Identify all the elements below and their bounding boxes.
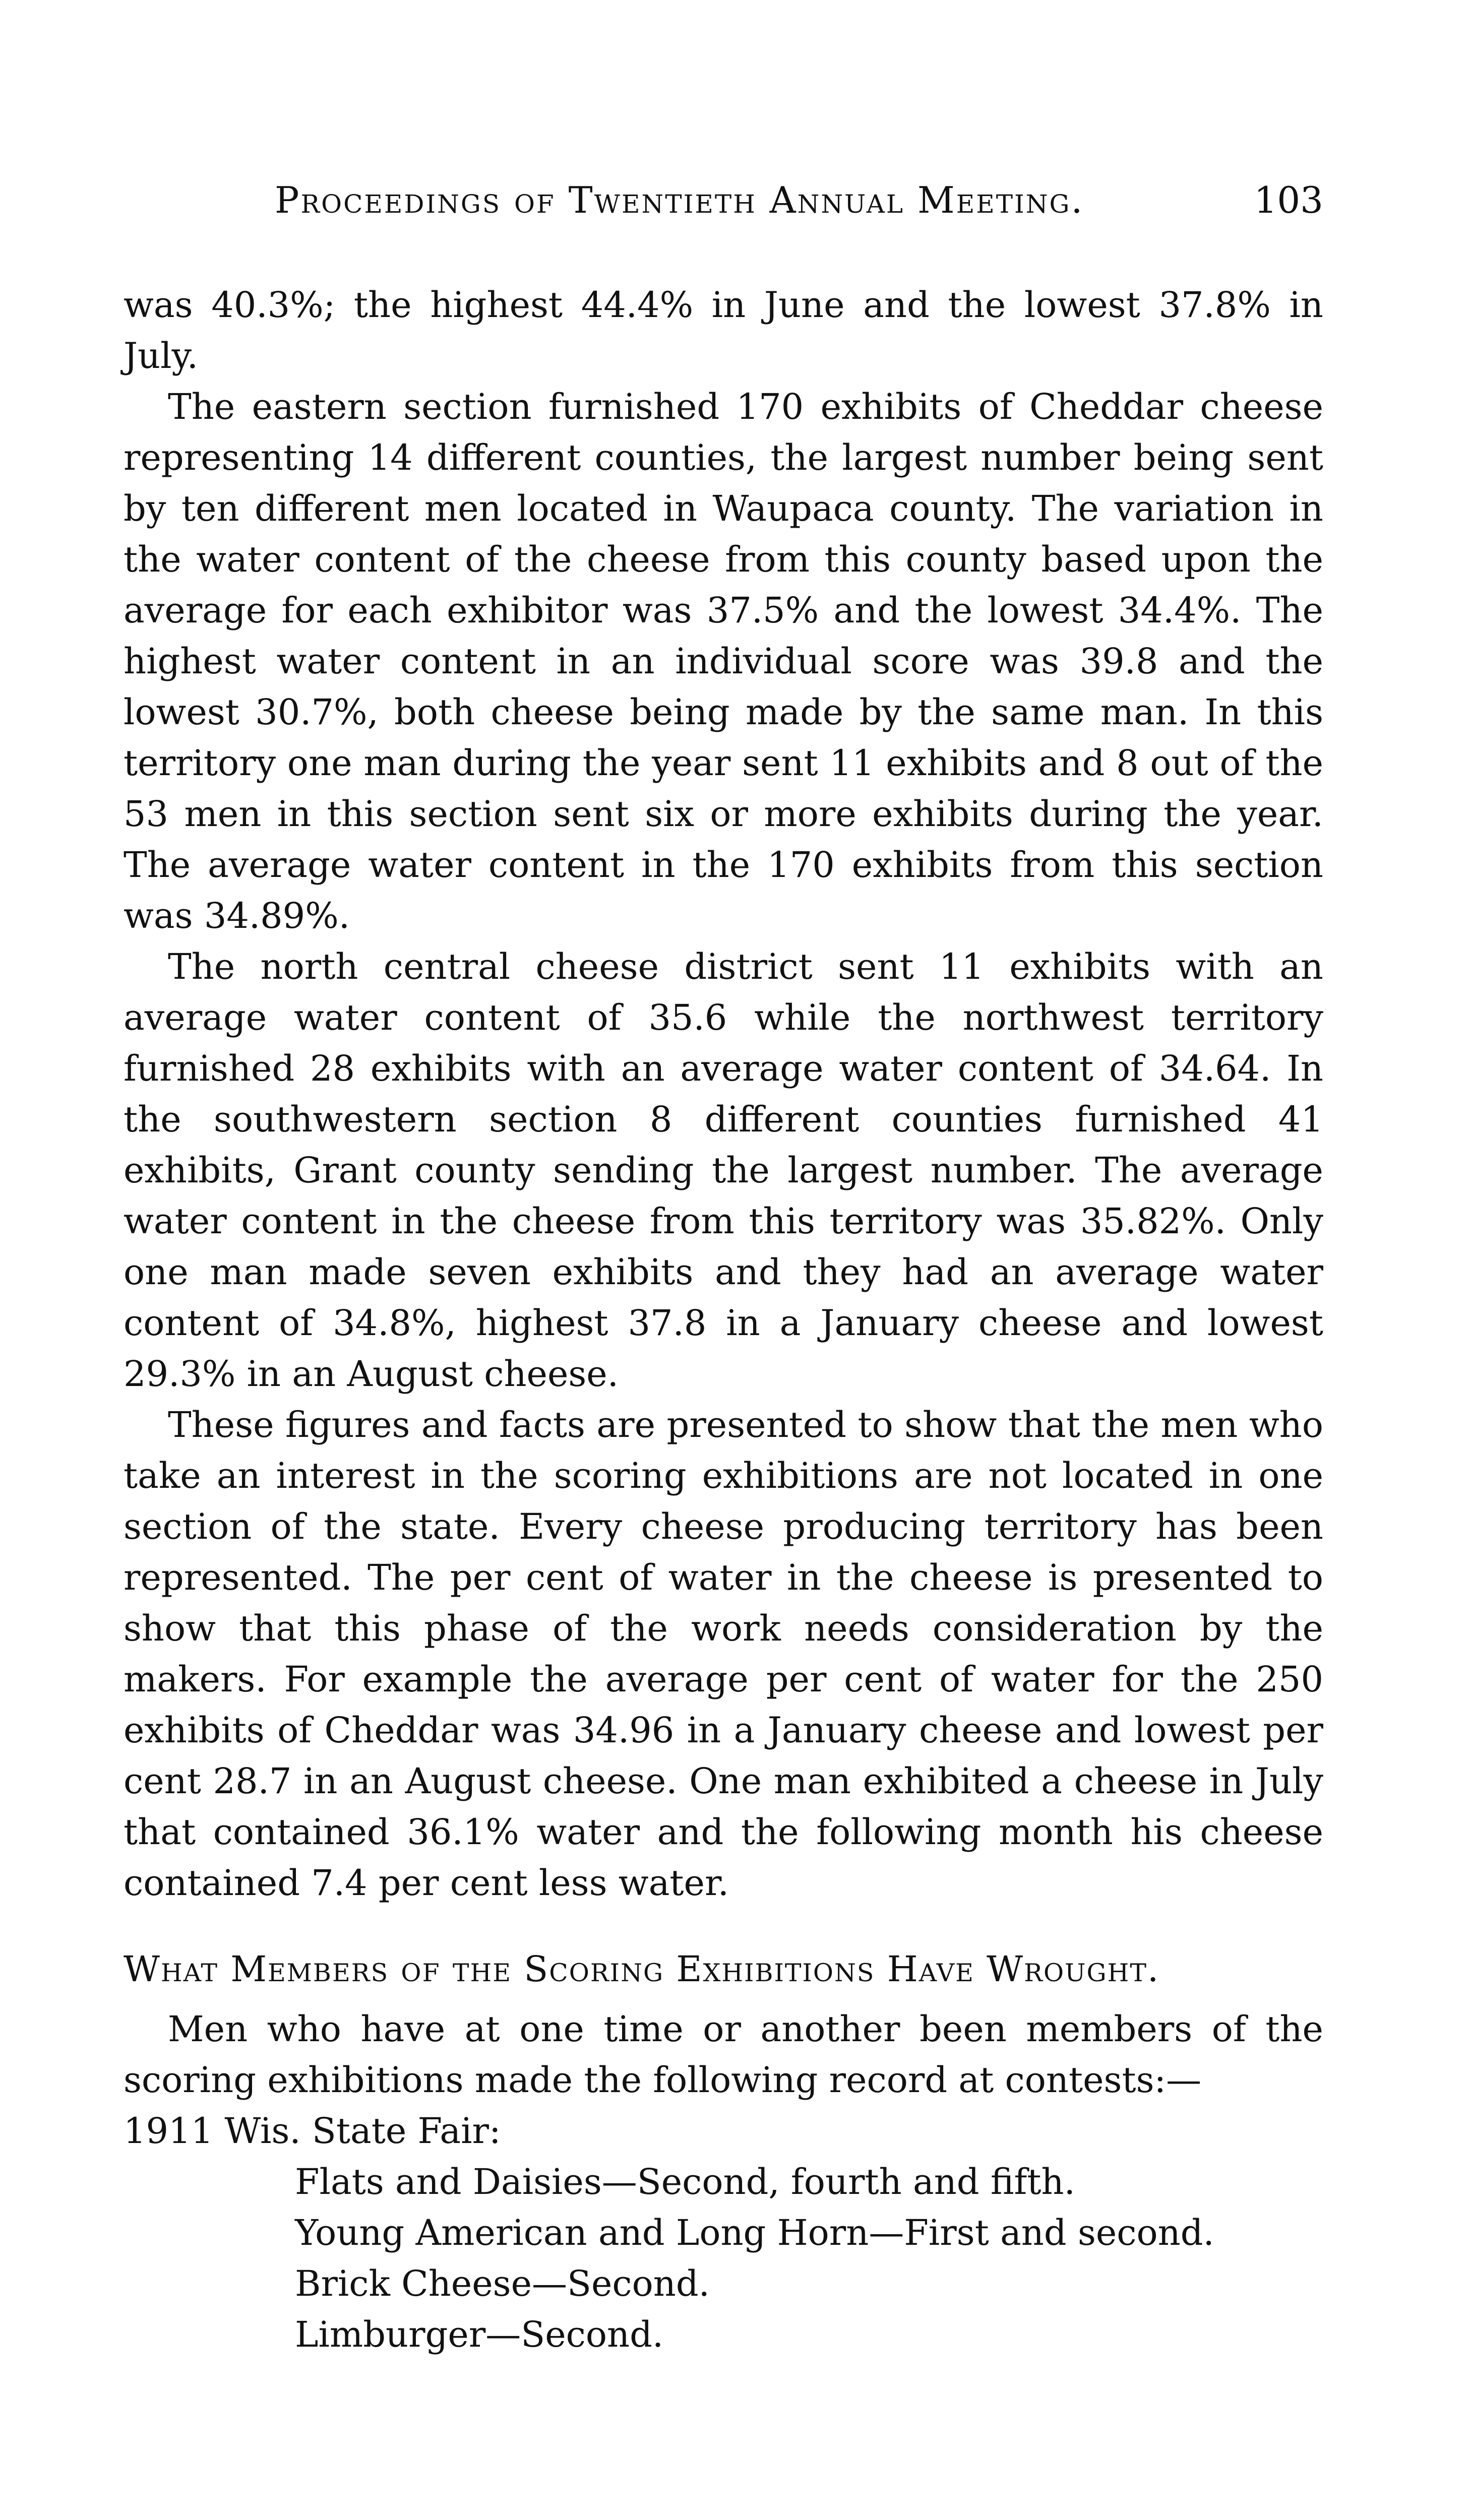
contest-name: 1911 Wis. State Fair: [124,2110,501,2152]
paragraph-figures-and-facts: These figures and facts are presented to show that the men who take an interest in the scoring exhibitions are not located in one section of the state. Every cheese producing territory has been represented. The per cent of water in the cheese is presented to show that this phase of the work needs consideration by the makers. For example the average per cent of water for the 250 exhibits of Cheddar was 34.96 in a January cheese and lowest per cent 28.7 in an August cheese. One man exhibited a cheese in July that contained 36.1% water and the following month his cheese contained 7.4 per cent less water. [124,1404,1323,1904]
section-heading: What Members of the Scoring Exhibitions Have Wrought. [124,1948,1160,1990]
paragraph-members-record: Men who have at one time or another been members of the scoring exhibitions made the following record at contests:— [124,2008,1323,2101]
paragraph-eastern-section: The eastern section furnished 170 exhibits of Cheddar cheese representing 14 different counties, the largest number being sent by ten different men located in Waupaca county. The variation in the water content of the cheese from this county based upon the average for each exhibitor was 37.5% and the lowest 34.4%. The highest water content in an individual score was 39.8 and the lowest 30.7%, both cheese being made by the same man. In this territory one man during the year sent 11 exhibits and 8 out of the 53 men in this section sent six or more exhibits during the year. The average water content in the 170 exhibits from this section was 34.89%. [124,386,1323,936]
paragraph-continued: was 40.3%; the highest 44.4% in June and the lowest 37.8% in July. [124,284,1323,376]
list-item: Limburger—Second. [295,2314,664,2355]
page-body [124,280,1323,2360]
paragraph-north-central-district: The north central cheese district sent 11 exhibits with an average water content of 35.6 while the northwest territory furnished 28 exhibits with an average water content of 34.64. In the southwestern section 8 different counties furnished 41 exhibits, Grant county sending the largest number. The average water content in the cheese from this territory was 35.82%. Only one man made seven exhibits and they had an average water content of 34.8%, highest 37.8 in a January cheese and lowest 29.3% in an August cheese. [124,946,1323,1395]
page-number: 103 [1254,179,1323,221]
list-item: Brick Cheese—Second. [295,2263,710,2304]
list-item: Flats and Daisies—Second, fourth and fifth. [295,2161,1075,2202]
list-item: Young American and Long Horn—First and second. [295,2212,1214,2253]
contest-results-list [295,2157,1323,2360]
running-title: Proceedings of Twentieth Annual Meeting. [275,179,1084,221]
running-header [124,179,1323,229]
